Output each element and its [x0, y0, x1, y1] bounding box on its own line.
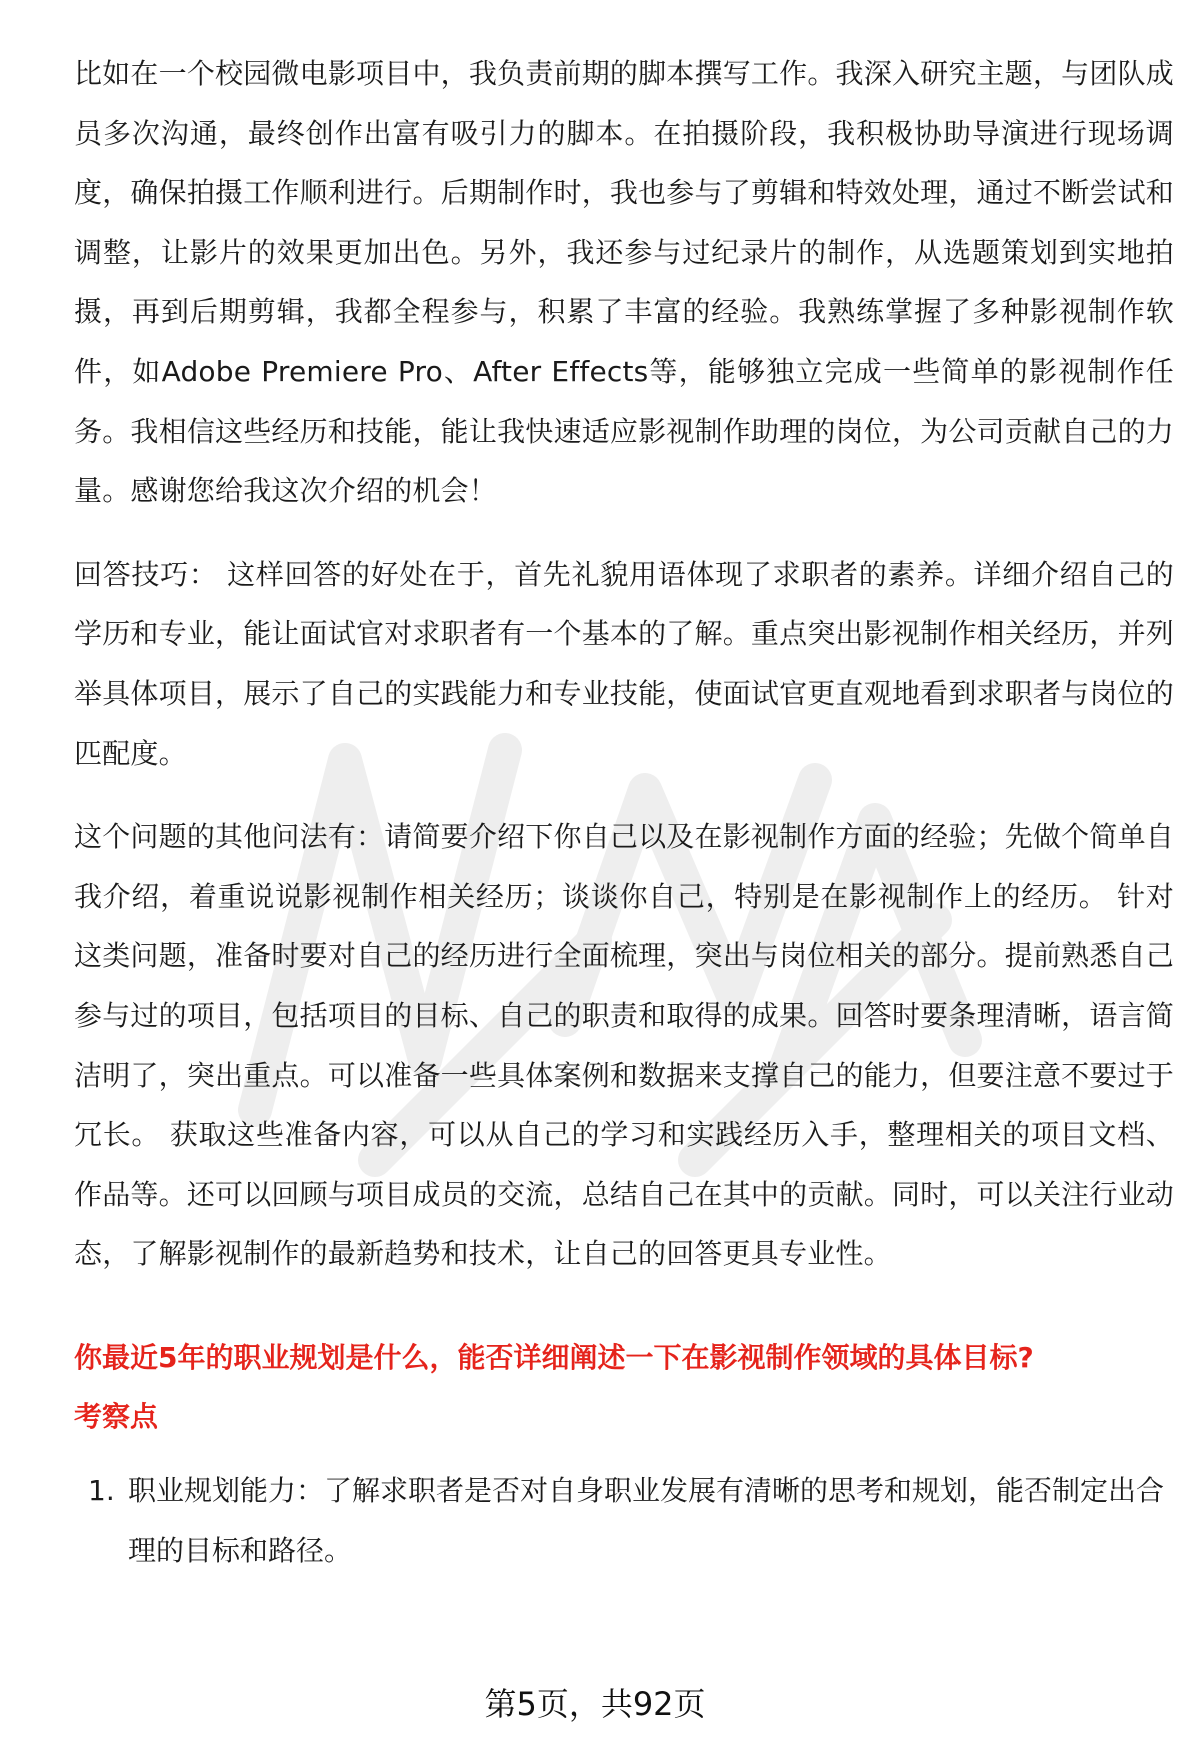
list-item — [74, 1461, 1174, 1580]
answer-paragraph: 比如在一个校园微电影项目中，我负责前期的脚本撰写工作。我深入研究主题，与团队成员多次沟通，最终创作出富有吸引力的脚本。在拍摄阶段，我积极协助导演进行现场调度，确保拍摄工作顺利进行。后期制作时，我也参与了剪辑和特效处理，通过不断尝试和调整，让影片的效果更加出色。另外，我还参与过纪录片的制作，从选题策划到实地拍摄，再到后期剪辑，我都全程参与，积累了丰富的经验。我熟练掌握了多种影视制作软件，如Adobe Premiere Pro、After Effects等，能够独立完成一些简单的影视制作任务。我相信这些经历和技能，能让我快速适应影视制作助理的岗位，为公司贡献自己的力量。感谢您给我这次介绍的机会！ — [74, 57, 1174, 508]
alternate-questions-paragraph: 这个问题的其他问法有：请简要介绍下你自己以及在影视制作方面的经验；先做个简单自我介绍，着重说说影视制作相关经历；谈谈你自己，特别是在影视制作上的经历。 针对这类问题，准备时要对自己的经历进行全面梳理，突出与岗位相关的部分。提前熟悉自己参与过的项目，包括项目的目标、自己的职责和取得的成果。回答时要条理清晰，语言简洁明了，突出重点。可以准备一些具体案例和数据来支撑自己的能力，但要注意不要过于冗长。 获取这些准备内容，可以从自己的学习和实践经历入手，整理相关的项目文档、作品等。还可以回顾与项目成员的交流，总结自己在其中的贡献。同时，可以关注行业动态，了解影视制作的最新趋势和技术，让自己的回答更具专业性。 — [74, 820, 1174, 1271]
focus-points-list — [74, 1461, 1174, 1580]
list-item-text: 职业规划能力：了解求职者是否对自身职业发展有清晰的思考和规划，能否制定出合理的目标和路径。 — [128, 1474, 1165, 1567]
question-heading: 你最近5年的职业规划是什么，能否详细阐述一下在影视制作领域的具体目标? — [74, 1340, 1034, 1374]
answer-tips-paragraph: 回答技巧： 这样回答的好处在于，首先礼貌用语体现了求职者的素养。详细介绍自己的学历和专业，能让面试官对求职者有一个基本的了解。重点突出影视制作相关经历，并列举具体项目，展示了自己的实践能力和专业技能，使面试官更直观地看到求职者与岗位的匹配度。 — [74, 557, 1174, 770]
page-number: 第5页，共92页 — [484, 1685, 706, 1723]
focus-points-heading: 考察点 — [74, 1400, 159, 1434]
document-content — [74, 44, 1174, 1580]
list-item-number: 1. — [88, 1474, 115, 1508]
